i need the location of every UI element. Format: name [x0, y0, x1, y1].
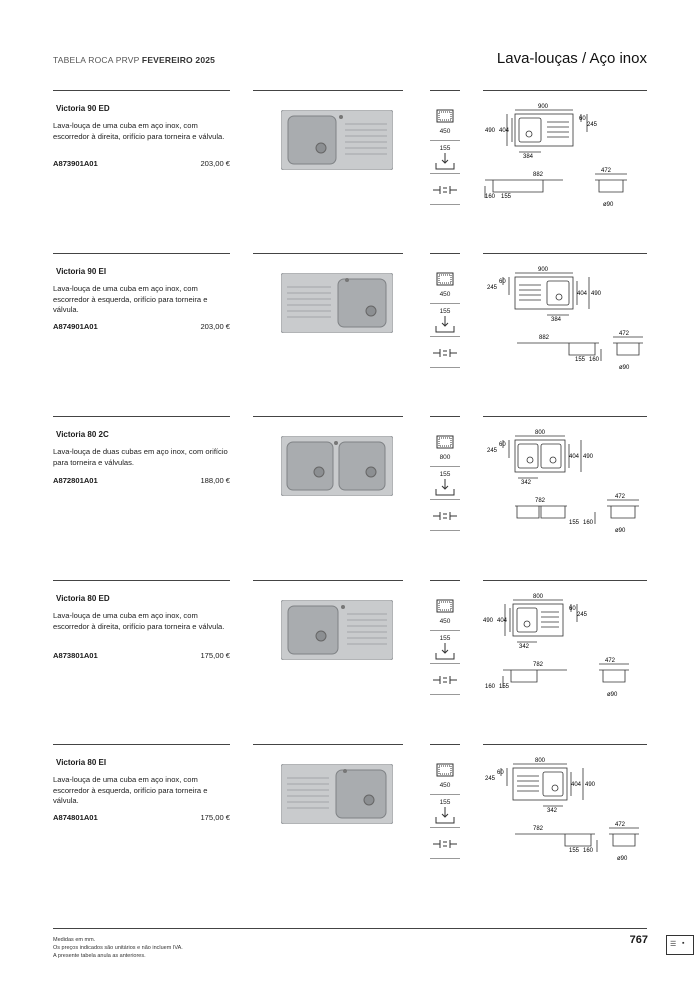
- dim-width: 800: [532, 594, 544, 600]
- dim-length: 882: [533, 172, 544, 178]
- dim-side: 472: [605, 658, 616, 664]
- cabinet-icon: [430, 271, 460, 304]
- product-description: Lava-louça de uma cuba em aço inox, com escorredor à esquerda, orifício para torneira e válvula.: [53, 284, 208, 315]
- product-code: A872801A01: [53, 476, 98, 485]
- technical-drawing: [483, 265, 647, 385]
- dim-bowl: 384: [551, 317, 562, 323]
- divider: [253, 253, 403, 254]
- product-block: [53, 416, 647, 556]
- divider: [253, 416, 403, 417]
- product-price: 175,00 €: [200, 651, 230, 660]
- product-price: 175,00 €: [200, 813, 230, 822]
- cabinet-icon: [430, 762, 460, 795]
- dim-length: 782: [535, 498, 546, 504]
- product-price: 203,00 €: [200, 322, 230, 331]
- dim-depth-a: 155: [575, 357, 586, 363]
- cabinet-size: 450: [439, 782, 451, 789]
- dim-height-a: 404: [569, 454, 580, 460]
- depth-value: 155: [439, 471, 451, 478]
- footer-divider: [53, 928, 647, 929]
- divider: [253, 90, 403, 91]
- header-caption: [53, 55, 215, 65]
- dim-depth-b: 155: [499, 684, 510, 690]
- technical-drawing: [483, 102, 647, 222]
- sink-photo: [281, 600, 393, 660]
- divider: [483, 416, 647, 417]
- depth-value: 155: [439, 635, 451, 642]
- divider: [483, 253, 647, 254]
- product-description: Lava-louça de duas cubas em aço inox, com orifício para torneira e válvulas.: [53, 447, 228, 467]
- dim-height-a: 490: [485, 128, 496, 134]
- page-title: Lava-louças / Aço inox: [496, 50, 647, 67]
- dim-height-b: 404: [497, 618, 508, 624]
- sink-photo: [281, 764, 393, 824]
- dim-back-b: 245: [487, 285, 498, 291]
- dim-outlet: ø90: [619, 365, 630, 371]
- product-name: Victoria 80 ED: [56, 594, 110, 603]
- dim-side: 472: [615, 494, 626, 500]
- dim-side: 472: [615, 822, 626, 828]
- dim-depth-b: 160: [583, 520, 594, 526]
- dim-length: 782: [533, 662, 544, 668]
- footnote-validity: A presente tabela anula as anteriores.: [53, 953, 146, 960]
- dim-height-a: 404: [571, 782, 582, 788]
- dim-outlet: ø90: [615, 528, 626, 534]
- divider: [430, 580, 460, 581]
- depth-value: 155: [439, 799, 451, 806]
- dim-depth-a: 155: [569, 520, 580, 526]
- product-code: A873901A01: [53, 159, 98, 168]
- cabinet-icon: [430, 434, 460, 467]
- install-icon: [430, 836, 460, 859]
- dim-depth-a: 155: [569, 848, 580, 854]
- spec-icons: [430, 108, 460, 205]
- spec-icons: [430, 271, 460, 368]
- divider: [53, 253, 230, 254]
- product-description: Lava-louça de uma cuba em aço inox, com escorredor à direita, orifício para torneira e válvula.: [53, 611, 225, 631]
- divider: [483, 90, 647, 91]
- divider: [253, 744, 403, 745]
- dim-width: 800: [534, 758, 546, 764]
- dim-depth-b: 160: [589, 357, 600, 363]
- product-code: A873801A01: [53, 651, 98, 660]
- dim-width: 800: [534, 430, 546, 436]
- cabinet-size: 450: [439, 618, 451, 625]
- product-name: Victoria 80 EI: [56, 758, 107, 767]
- dim-outlet: ø90: [607, 692, 618, 698]
- dim-depth-b: 160: [583, 848, 594, 854]
- dim-width: 900: [537, 267, 549, 273]
- dim-height-b: 490: [591, 291, 602, 297]
- header-prefix: TABELA ROCA PRVP: [53, 55, 140, 65]
- dim-height-a: 490: [483, 618, 494, 624]
- install-icon: [430, 345, 460, 368]
- depth-icon: [430, 631, 460, 664]
- dim-length: 782: [533, 826, 544, 832]
- divider: [430, 253, 460, 254]
- index-tab-icon[interactable]: ☰ ▪: [666, 935, 694, 955]
- dim-back-a: 60: [499, 279, 506, 285]
- cabinet-icon: [430, 598, 460, 631]
- cabinet-size: 800: [439, 454, 451, 461]
- footnote-prices: Os preços indicados são unitários e não incluem IVA.: [53, 945, 183, 952]
- dim-back-b: 245: [485, 776, 496, 782]
- dim-depth-a: 160: [485, 194, 496, 200]
- divider: [483, 580, 647, 581]
- product-name: Victoria 90 EI: [56, 267, 107, 276]
- sink-photo: [281, 110, 393, 170]
- dim-back-a: 60: [499, 442, 506, 448]
- product-description: Lava-louça de uma cuba em aço inox, com escorredor à direita, orifício para torneira e válvula.: [53, 121, 225, 141]
- spec-icons: [430, 598, 460, 695]
- divider: [430, 744, 460, 745]
- product-block: [53, 744, 647, 884]
- dim-bowl: 342: [547, 808, 558, 814]
- dim-side: 472: [601, 168, 612, 174]
- dim-depth-b: 155: [501, 194, 512, 200]
- dim-depth-a: 160: [485, 684, 496, 690]
- divider: [430, 416, 460, 417]
- dim-height-a: 404: [577, 291, 588, 297]
- depth-icon: [430, 795, 460, 828]
- depth-value: 155: [439, 308, 451, 315]
- depth-icon: [430, 141, 460, 174]
- dim-length: 882: [539, 335, 550, 341]
- header-date: FEVEREIRO 2025: [141, 55, 216, 65]
- sink-photo: [281, 273, 393, 333]
- install-icon: [430, 672, 460, 695]
- product-block: [53, 253, 647, 393]
- product-price: 188,00 €: [200, 476, 230, 485]
- footnote-units: Medidas em mm.: [53, 937, 96, 943]
- product-code: A874801A01: [53, 813, 98, 822]
- dim-outlet: ø90: [617, 856, 628, 862]
- depth-icon: [430, 467, 460, 500]
- divider: [430, 90, 460, 91]
- product-description: Lava-louça de uma cuba em aço inox, com escorredor à esquerda, orifício para torneira e válvula.: [53, 775, 208, 806]
- product-price: 203,00 €: [200, 159, 230, 168]
- divider: [53, 90, 230, 91]
- depth-icon: [430, 304, 460, 337]
- dim-back-b: 245: [587, 122, 598, 128]
- product-name: Victoria 80 2C: [56, 430, 109, 439]
- dim-outlet: ø90: [603, 202, 614, 208]
- dim-bowl: 342: [521, 480, 532, 486]
- install-icon: [430, 182, 460, 205]
- install-icon: [430, 508, 460, 531]
- technical-drawing: [483, 756, 647, 876]
- dim-height-b: 404: [499, 128, 510, 134]
- dim-back-b: 245: [577, 612, 588, 618]
- dim-side: 472: [619, 331, 630, 337]
- product-code: A874901A01: [53, 322, 98, 331]
- depth-value: 155: [439, 145, 451, 152]
- dim-back-a: 60: [497, 770, 504, 776]
- divider: [53, 416, 230, 417]
- dim-bowl: 342: [519, 644, 530, 650]
- dim-height-b: 490: [585, 782, 596, 788]
- dim-back-a: 60: [569, 606, 576, 612]
- dim-bowl: 384: [523, 154, 534, 160]
- page-number: 767: [629, 934, 648, 946]
- footnotes: [53, 936, 183, 961]
- dim-back-b: 245: [487, 448, 498, 454]
- product-block: [53, 90, 647, 230]
- divider: [53, 744, 230, 745]
- spec-icons: [430, 434, 460, 531]
- cabinet-size: 450: [439, 128, 451, 135]
- dim-height-b: 490: [583, 454, 594, 460]
- product-name: Victoria 90 ED: [56, 104, 110, 113]
- dim-back-a: 60: [579, 116, 586, 122]
- dim-width: 900: [537, 104, 549, 110]
- divider: [253, 580, 403, 581]
- cabinet-size: 450: [439, 291, 451, 298]
- divider: [53, 580, 230, 581]
- sink-photo: [281, 436, 393, 496]
- product-block: [53, 580, 647, 720]
- spec-icons: [430, 762, 460, 859]
- divider: [483, 744, 647, 745]
- technical-drawing: [483, 428, 647, 548]
- cabinet-icon: [430, 108, 460, 141]
- technical-drawing: [483, 592, 647, 712]
